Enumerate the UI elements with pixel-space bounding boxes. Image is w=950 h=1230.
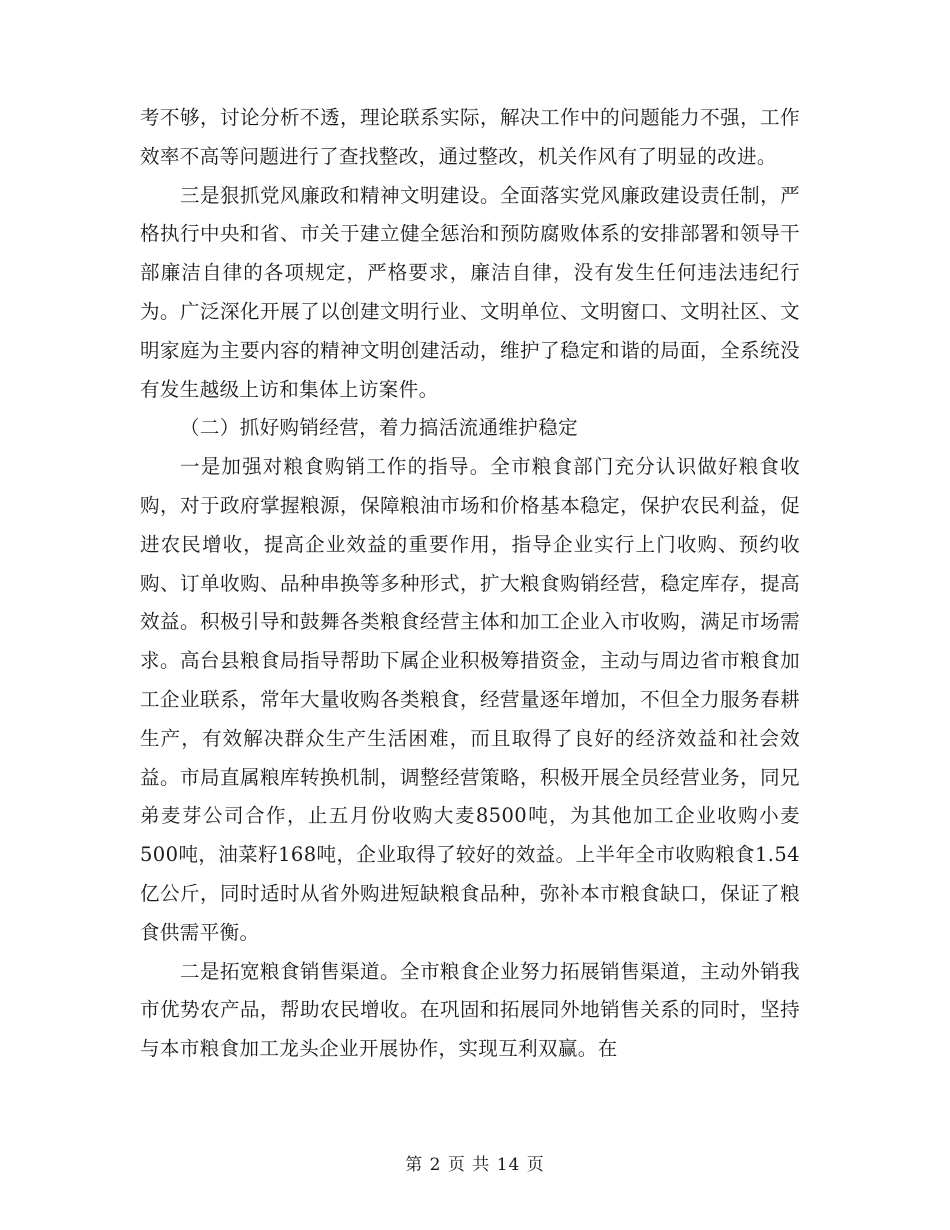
- page-footer: 第 2 页 共 14 页: [405, 1155, 545, 1175]
- paragraph-continuation: 考不够，讨论分析不透，理论联系实际，解决工作中的问题能力不强，工作效率不高等问题进行了查找整改，通过整改，机关作风有了明显的改进。: [140, 106, 800, 168]
- paragraph-sales-channels: 二是拓宽粮食销售渠道。全市粮食企业努力拓展销售渠道，主动外销我市优势农产品，帮助农民增收。在巩固和拓展同外地销售关系的同时，坚持与本市粮食加工龙头企业开展协作，实现互利双赢。在: [140, 959, 800, 1061]
- paragraph-grain-purchase-guidance: 一是加强对粮食购销工作的指导。全市粮食部门充分认识做好粮食收购，对于政府掌握粮源，保障粮油市场和价格基本稳定，保护农民利益，促进农民增收，提高企业效益的重要作用，指导企业实行上门收购、预约收购、订单收购、品种串换等多种形式，扩大粮食购销经营，稳定库存，提高效益。积极引导和鼓舞各类粮食经营主体和加工企业入市收购，满足市场需求。高台县粮食局指导帮助下属企业积极筹措资金，主动与周边省市粮食加工企业联系，常年大量收购各类粮食，经营量逐年增加，不但全力服务春耕生产，有效解决群众生产生活困难，而且取得了良好的经济效益和社会效益。市局直属粮库转换机制，调整经营策略，积极开展全员经营业务，同兄弟麦芽公司合作，止五月份收购大麦8500吨，为其他加工企业收购小麦500吨，油菜籽168吨，企业取得了较好的效益。上半年全市收购粮食1.54亿公斤，同时适时从省外购进短缺粮食品种，弥补本市粮食缺口，保证了粮食供需平衡。: [140, 455, 800, 944]
- section-heading: （二）抓好购销经营，着力搞活流通维护稳定: [180, 416, 579, 440]
- document-body: [140, 99, 800, 1069]
- paragraph-integrity-building: 三是狠抓党风廉政和精神文明建设。全面落实党风廉政建设责任制，严格执行中央和省、市关于建立健全惩治和预防腐败体系的安排部署和领导干部廉洁自律的各项规定，严格要求，廉洁自律，没有发生任何违法违纪行为。广泛深化开展了以创建文明行业、文明单位、文明窗口、文明社区、文明家庭为主要内容的精神文明创建活动，维护了稳定和谐的局面，全系统没有发生越级上访和集体上访案件。: [140, 183, 800, 401]
